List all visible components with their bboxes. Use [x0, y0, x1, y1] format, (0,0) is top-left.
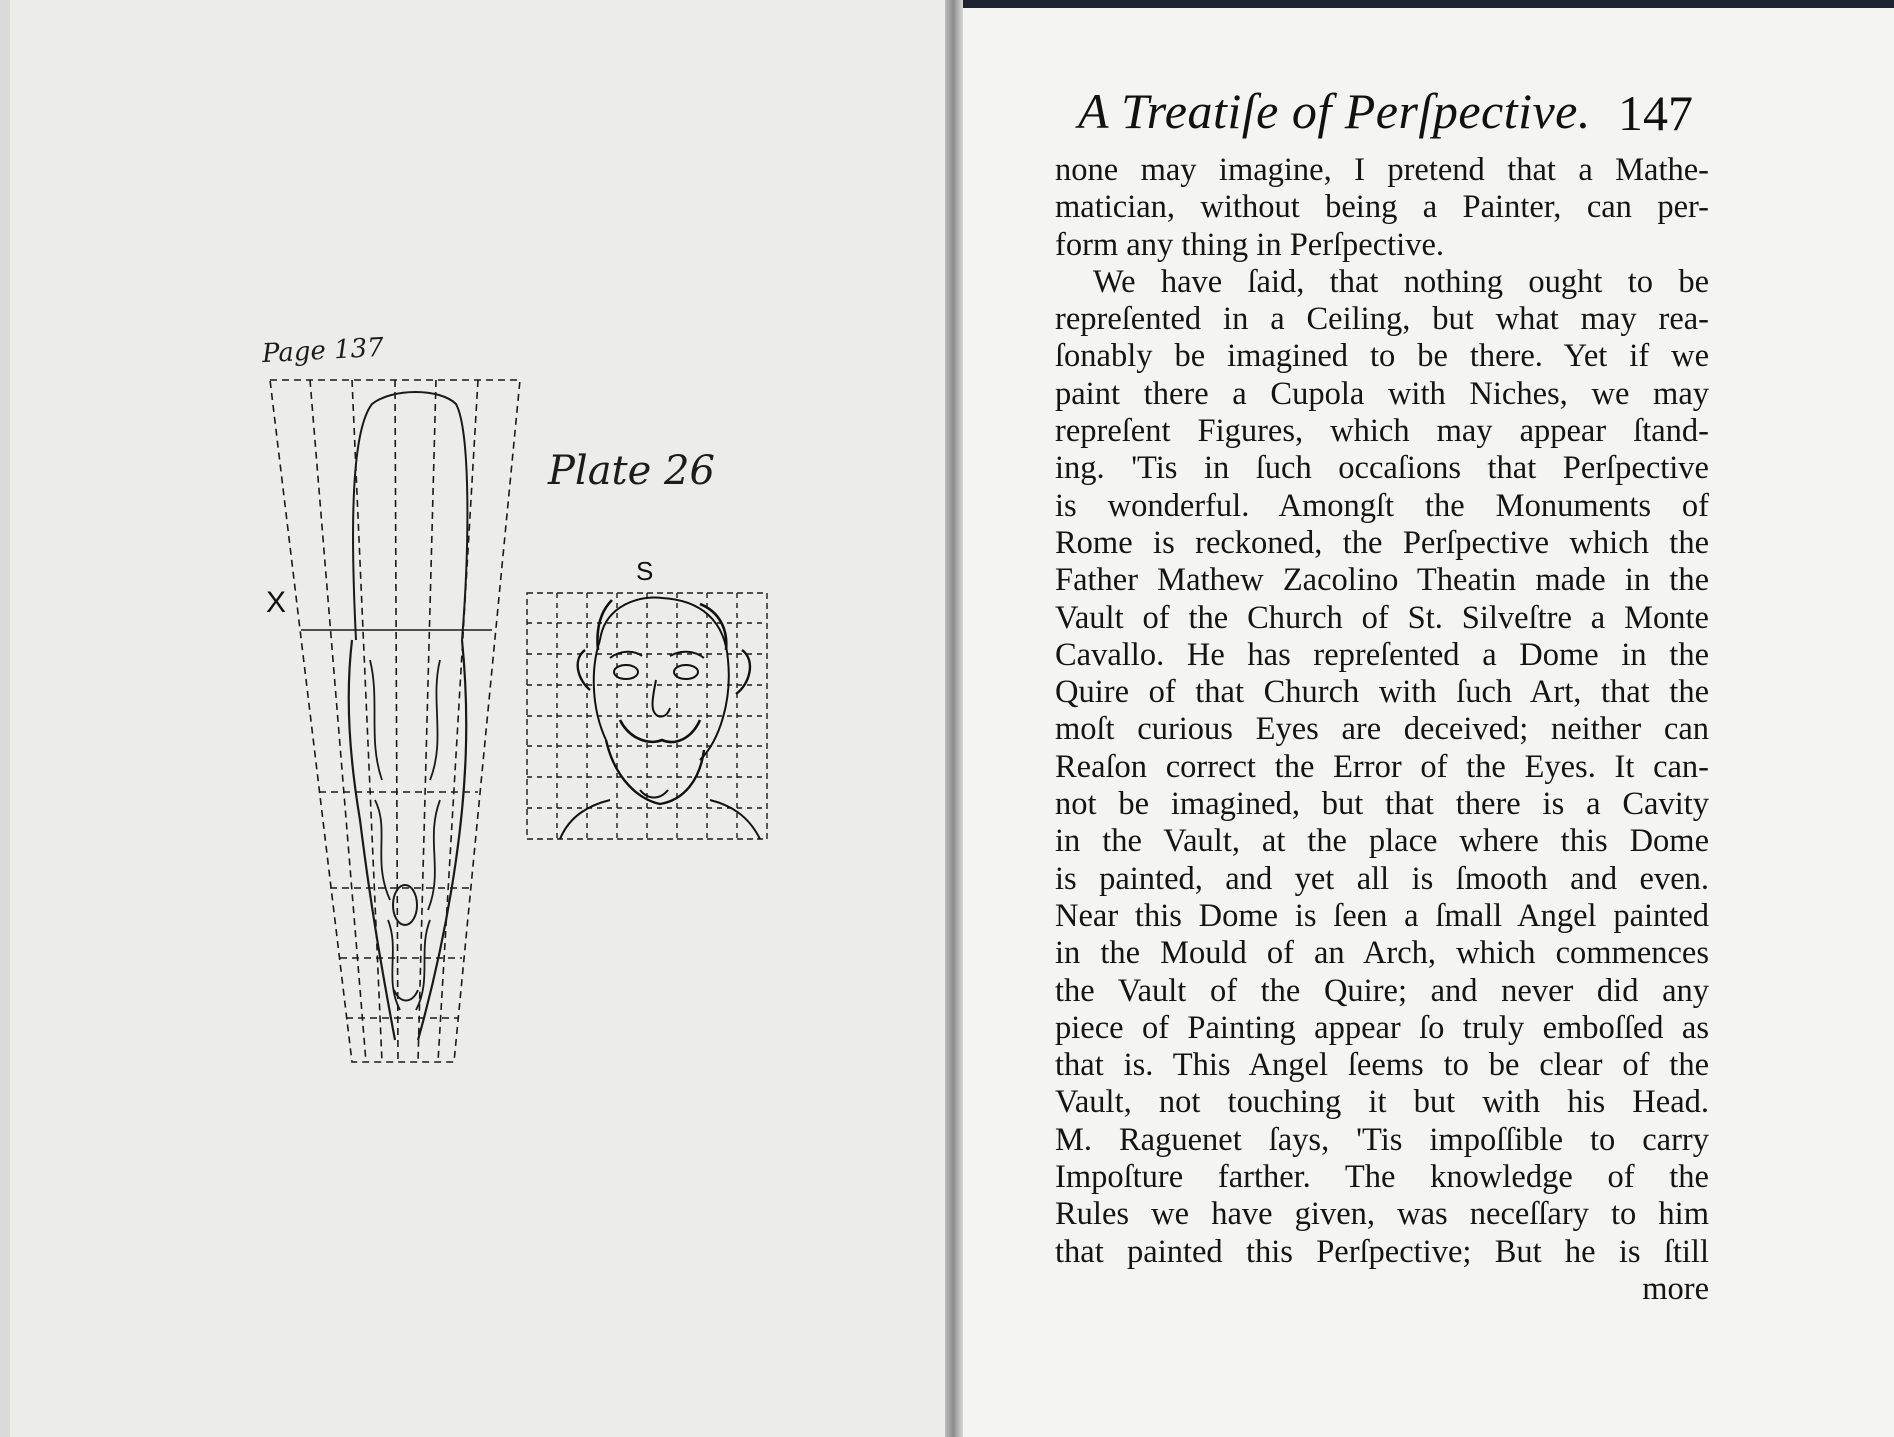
running-head-title: A Treatiſe of Perſpective.: [1078, 83, 1591, 139]
portrait-face: [560, 597, 760, 839]
plate-page-label: Page 137: [261, 332, 385, 370]
text-line: Vault, not touching it but with his Head.: [1055, 1084, 1709, 1121]
text-line: the Vault of the Quire; and never did any: [1055, 972, 1709, 1009]
text-line: Cavallo. He has repreſented a Dome in the: [1055, 636, 1709, 673]
anamorphic-figure: [270, 380, 520, 1062]
text-line: ing. 'Tis in ſuch occaſions that Perſpective: [1055, 450, 1709, 487]
text-line: Vault of the Church of St. Silveſtre a Monte: [1055, 599, 1709, 636]
running-head: [1078, 82, 1718, 152]
plate-mark-s: S: [636, 556, 654, 586]
text-line: repreſent Figures, which may appear ſtand-: [1055, 413, 1709, 450]
text-line: that is. This Angel ſeems to be clear of the: [1055, 1047, 1709, 1084]
text-line: Rome is reckoned, the Perſpective which the: [1055, 524, 1709, 561]
text-line: in the Mould of an Arch, which commences: [1055, 935, 1709, 972]
text-line: We have ſaid, that nothing ought to be: [1093, 263, 1709, 300]
book-gutter: [945, 0, 963, 1437]
plate-mark-x: X: [266, 586, 287, 619]
text-line: Father Mathew Zacolino Theatin made in the: [1055, 562, 1709, 599]
text-line: Quire of that Church with ſuch Art, that the: [1055, 674, 1709, 711]
text-line: repreſented in a Ceiling, but what may rea-: [1055, 301, 1709, 338]
plate-drawing: [0, 0, 945, 1437]
portrait-grid: [527, 593, 767, 839]
text-line: Near this Dome is ſeen a ſmall Angel painted: [1055, 897, 1709, 934]
text-line: not be imagined, but that there is a Cavity: [1055, 786, 1709, 823]
text-line: is wonderful. Amongſt the Monuments of: [1055, 487, 1709, 524]
plate-title: Plate 26: [548, 448, 715, 494]
text-line: paint there a Cupola with Niches, we may: [1055, 375, 1709, 412]
text-line: M. Raguenet ſays, 'Tis impoſſible to carry: [1055, 1121, 1709, 1158]
text-line: matician, without being a Painter, can per-: [1055, 189, 1709, 226]
text-line: Rules we have given, was neceſſary to him: [1055, 1196, 1709, 1233]
page-number: 147: [1618, 85, 1693, 141]
text-line: moſt curious Eyes are deceived; neither can: [1055, 711, 1709, 748]
text-line: in the Vault, at the place where this Dome: [1055, 823, 1709, 860]
text-line: piece of Painting appear ſo truly emboſſed as: [1055, 1009, 1709, 1046]
text-line: ſonably be imagined to be there. Yet if we: [1055, 338, 1709, 375]
text-line: Impoſture farther. The knowledge of the: [1055, 1159, 1709, 1196]
body-text: [1055, 152, 1709, 1308]
text-line: that painted this Perſpective; But he is ſtill: [1055, 1233, 1709, 1270]
text-line: none may imagine, I pretend that a Mathe-: [1055, 152, 1709, 188]
text-line: Reaſon correct the Error of the Eyes. It can-: [1055, 748, 1709, 785]
text-line: form any thing in Perſpective.: [1055, 226, 1445, 263]
text-line: is painted, and yet all is ſmooth and even.: [1055, 860, 1709, 897]
text-line: more: [1642, 1270, 1709, 1307]
